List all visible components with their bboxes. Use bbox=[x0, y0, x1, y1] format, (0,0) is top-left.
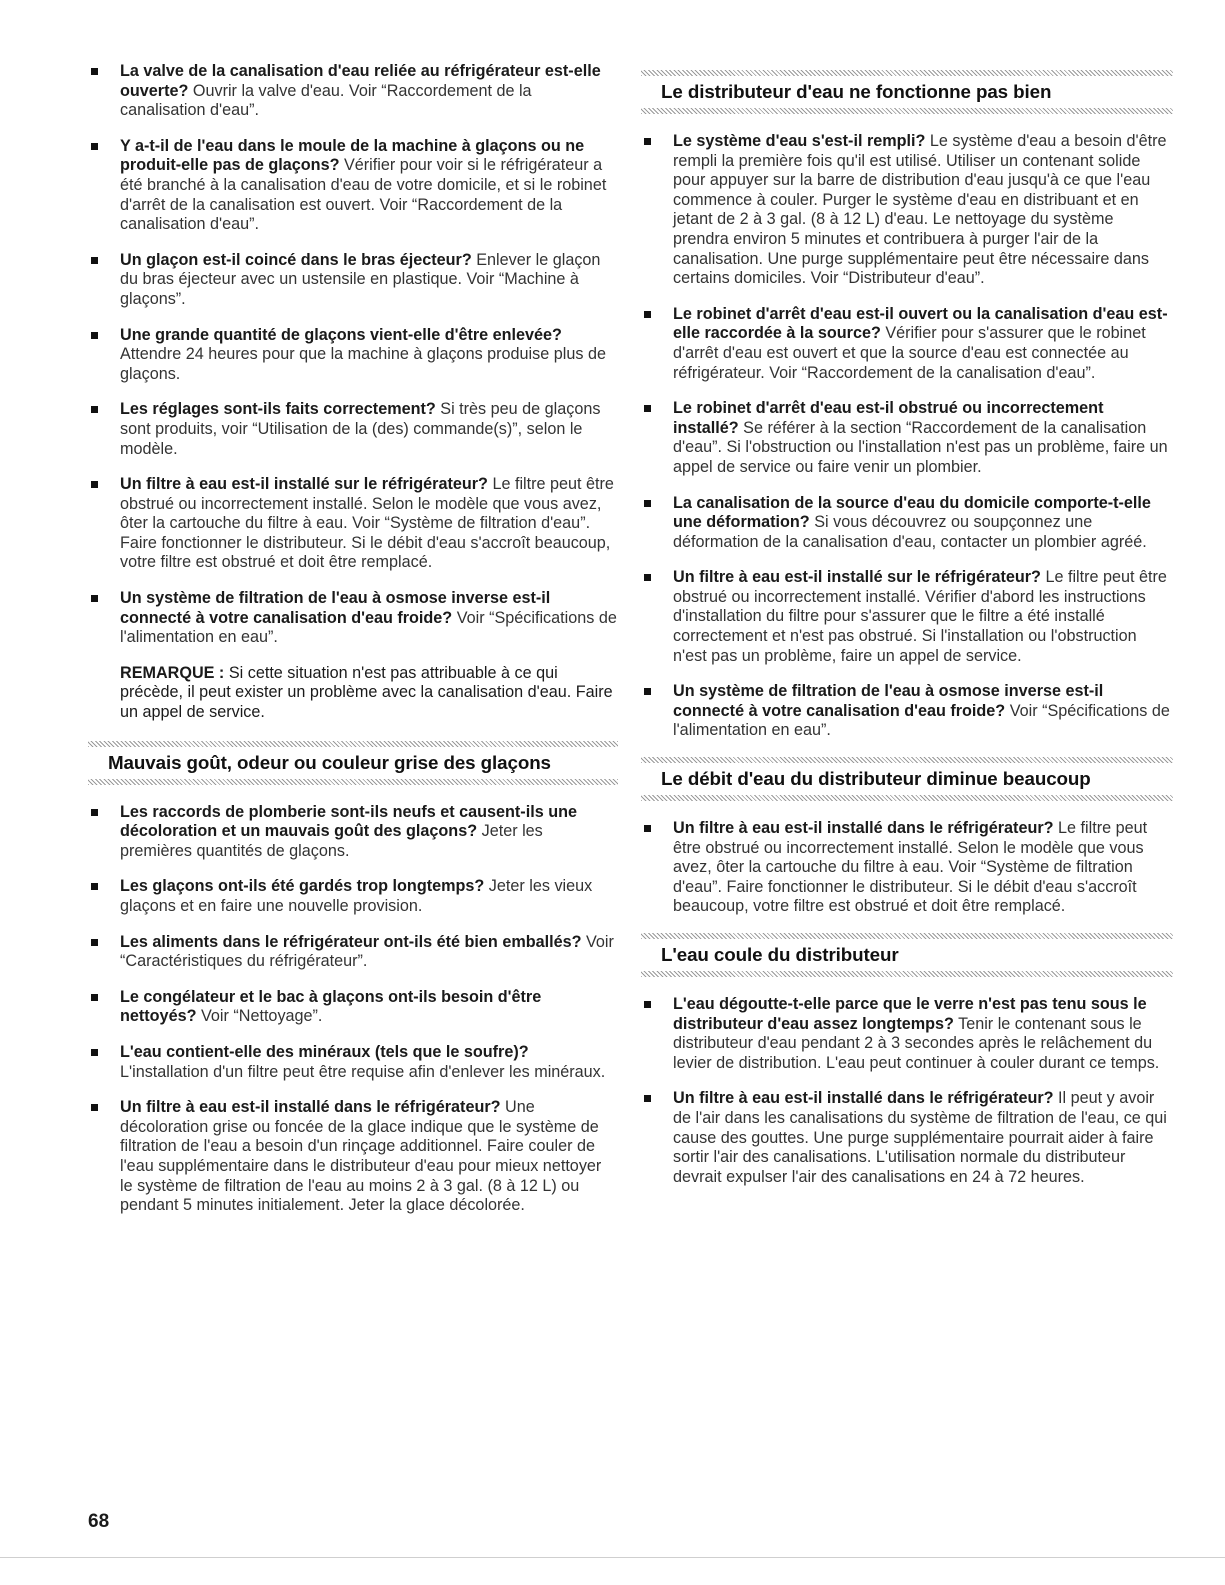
square-bullet-icon bbox=[91, 994, 98, 1001]
item-answer: Vérifier pour s'assurer que le robinet d'arrêt d'eau est ouvert et que la source d'eau est connectée au réfrigérateur. Voir “Raccordement de la canalisation d'eau”. bbox=[673, 324, 1146, 382]
square-bullet-icon bbox=[644, 1001, 651, 1008]
troubleshooting-item bbox=[641, 1089, 1173, 1187]
item-question: Les réglages sont-ils faits correctement? bbox=[120, 400, 436, 419]
left-column bbox=[88, 62, 618, 1232]
item-answer: L'installation d'un filtre peut être requise afin d'enlever les minéraux. bbox=[120, 1062, 606, 1081]
troubleshooting-item bbox=[641, 305, 1173, 383]
troubleshooting-item bbox=[88, 475, 618, 573]
note-text: Si cette situation n'est pas attribuable à ce qui précède, il peut exister un problème avec la canalisation d'eau. Faire un appel de service. bbox=[120, 663, 613, 722]
item-question: Un système de filtration de l'eau à osmose inverse est-il connecté à votre canalisation d'eau froide? bbox=[120, 589, 551, 627]
item-question: L'eau contient-elle des minéraux (tels que le soufre)? bbox=[120, 1042, 529, 1061]
item-answer: Ouvrir la valve d'eau. Voir “Raccordement de la canalisation d'eau”. bbox=[120, 81, 532, 120]
square-bullet-icon bbox=[644, 688, 651, 695]
square-bullet-icon bbox=[91, 481, 98, 488]
stripe-divider bbox=[641, 971, 1173, 977]
square-bullet-icon bbox=[644, 825, 651, 832]
section-title: Le débit d'eau du distributeur diminue beaucoup bbox=[661, 768, 1091, 790]
square-bullet-icon bbox=[644, 311, 651, 318]
item-answer: Le filtre peut être obstrué ou incorrectement installé. Selon le modèle que vous avez, ôter la cartouche du filtre à eau. Voir “Système de filtration d'eau”. Faire fonctionner le distributeur. Si le débit d'eau s'accroît beaucoup, votre filtre est obstrué et doit être remplacé. bbox=[120, 475, 614, 572]
item-answer: Vérifier pour voir si le réfrigérateur a été branché à la canalisation d'eau de votre domicile, et si le robinet d'arrêt de la canalisation est ouvert. Voir “Raccordement de la canalisation d'eau”. bbox=[120, 156, 607, 234]
item-question: L'eau dégoutte-t-elle parce que le verre n'est pas tenu sous le distributeur d'eau assez longtemps? bbox=[673, 995, 1147, 1033]
item-answer: Le filtre peut être obstrué ou incorrectement installé. Selon le modèle que vous avez, ôter la cartouche du filtre à eau. Voir “Système de filtration d'eau”. Faire fonctionner le distributeur. Si le débit d'eau s'accroît beaucoup, votre filtre est obstrué et doit être remplacé. bbox=[673, 819, 1148, 916]
square-bullet-icon bbox=[91, 595, 98, 602]
item-answer: Se référer à la section “Raccordement de la canalisation d'eau”. Si l'obstruction ou l'installation n'est pas un problème, faire un appel de service ou faire venir un plombier. bbox=[673, 418, 1168, 476]
item-answer: Voir “Nettoyage”. bbox=[200, 1007, 323, 1026]
square-bullet-icon bbox=[644, 574, 651, 581]
square-bullet-icon bbox=[91, 143, 98, 150]
section-title: Le distributeur d'eau ne fonctionne pas bien bbox=[661, 81, 1052, 102]
item-question: Un filtre à eau est-il installé dans le réfrigérateur? bbox=[673, 819, 1054, 838]
item-question: Un filtre à eau est-il installé dans le réfrigérateur? bbox=[120, 1098, 501, 1117]
troubleshooting-item bbox=[641, 682, 1173, 741]
troubleshooting-item bbox=[88, 62, 618, 121]
section-header bbox=[88, 741, 618, 785]
troubleshooting-item bbox=[88, 803, 618, 862]
item-answer: Jeter les vieux glaçons et en faire une nouvelle provision. bbox=[120, 877, 593, 915]
item-question: Les glaçons ont-ils été gardés trop longtemps? bbox=[120, 877, 485, 896]
item-question: Les raccords de plomberie sont-ils neufs et causent-ils une décoloration et un mauvais goût des glaçons? bbox=[120, 802, 577, 841]
item-question: Y a-t-il de l'eau dans le moule de la machine à glaçons ou ne produit-elle pas de glaçons? bbox=[120, 136, 585, 175]
bottom-rule bbox=[0, 1557, 1225, 1558]
item-answer: Tenir le contenant sous le distributeur d'eau pendant 2 à 3 secondes après le relâchement du levier de distribution. L'eau peut continuer à couler durant ce temps. bbox=[673, 1014, 1160, 1072]
troubleshooting-item bbox=[88, 988, 618, 1027]
note-label: REMARQUE : bbox=[120, 663, 225, 682]
troubleshooting-item bbox=[88, 877, 618, 916]
troubleshooting-item bbox=[88, 1098, 618, 1216]
troubleshooting-item bbox=[88, 251, 618, 310]
section-title: L'eau coule du distributeur bbox=[661, 944, 899, 965]
troubleshooting-item bbox=[88, 137, 618, 235]
stripe-divider bbox=[641, 108, 1173, 114]
square-bullet-icon bbox=[91, 68, 98, 75]
troubleshooting-item bbox=[641, 568, 1173, 666]
square-bullet-icon bbox=[644, 138, 651, 145]
troubleshooting-item bbox=[88, 589, 618, 648]
item-question: Le robinet d'arrêt d'eau est-il ouvert ou la canalisation d'eau est-elle raccordée à la source? bbox=[673, 304, 1168, 343]
square-bullet-icon bbox=[91, 809, 98, 816]
item-question: Une grande quantité de glaçons vient-elle d'être enlevée? bbox=[120, 325, 562, 344]
square-bullet-icon bbox=[91, 883, 98, 890]
square-bullet-icon bbox=[644, 405, 651, 412]
left-top-items bbox=[88, 62, 618, 648]
troubleshooting-item bbox=[88, 400, 618, 459]
item-question: Un filtre à eau est-il installé sur le réfrigérateur? bbox=[120, 475, 488, 494]
troubleshooting-item bbox=[641, 995, 1173, 1073]
square-bullet-icon bbox=[91, 406, 98, 413]
note bbox=[88, 664, 618, 723]
troubleshooting-item bbox=[88, 933, 618, 972]
left-bottom-items bbox=[88, 803, 618, 1216]
item-question: Le système d'eau s'est-il rempli? bbox=[673, 132, 926, 150]
right-column bbox=[641, 62, 1173, 1203]
troubleshooting-item bbox=[641, 132, 1173, 289]
item-answer: Voir “Caractéristiques du réfrigérateur”. bbox=[120, 932, 614, 971]
square-bullet-icon bbox=[91, 1049, 98, 1056]
section-header bbox=[641, 70, 1173, 114]
stripe-divider bbox=[88, 779, 618, 785]
item-answer: Le système d'eau a besoin d'être rempli la première fois qu'il est utilisé. Utiliser un contenant solide pour appuyer sur la barre de distribution d'eau jusqu'à ce que l'eau commence à couler. Purger le système d'eau en distribuant et en jetant de 2 à 3 gal. (8 à 12 L) d'eau. Le nettoyage du système prendra environ 5 minutes et contribuera à purger l'air de la canalisation. Une purge supplémentaire peut être nécessaire dans certains domiciles. Voir “Distributeur d'eau”. bbox=[673, 132, 1167, 288]
section-title: Mauvais goût, odeur ou couleur grise des glaçons bbox=[108, 751, 551, 773]
item-answer: Si vous découvrez ou soupçonnez une déformation de la canalisation d'eau, contacter un plombier agréé. bbox=[673, 513, 1147, 551]
item-question: Le congélateur et le bac à glaçons ont-ils besoin d'être nettoyés? bbox=[120, 987, 542, 1026]
item-question: Un filtre à eau est-il installé sur le réfrigérateur? bbox=[673, 568, 1041, 587]
square-bullet-icon bbox=[91, 332, 98, 339]
item-question: Un système de filtration de l'eau à osmose inverse est-il connecté à votre canalisation d'eau froide? bbox=[673, 682, 1104, 720]
troubleshooting-item bbox=[88, 1043, 618, 1082]
stripe-divider bbox=[641, 795, 1173, 801]
item-answer: Attendre 24 heures pour que la machine à glaçons produise plus de glaçons. bbox=[120, 345, 606, 383]
item-question: Un glaçon est-il coincé dans le bras éjecteur? bbox=[120, 250, 472, 269]
square-bullet-icon bbox=[91, 1104, 98, 1111]
section-header bbox=[641, 757, 1173, 801]
item-question: Le robinet d'arrêt d'eau est-il obstrué ou incorrectement installé? bbox=[673, 399, 1104, 437]
troubleshooting-item bbox=[88, 326, 618, 385]
item-question: Un filtre à eau est-il installé dans le réfrigérateur? bbox=[673, 1089, 1054, 1108]
item-answer: Voir “Spécifications de l'alimentation en eau”. bbox=[673, 701, 1170, 740]
item-answer: Jeter les premières quantités de glaçons. bbox=[120, 822, 543, 860]
square-bullet-icon bbox=[91, 939, 98, 946]
item-answer: Une décoloration grise ou foncée de la glace indique que le système de filtration de l'eau a besoin d'un rinçage additionnel. Faire couler de l'eau supplémentaire dans le distributeur d'eau pour mieux nettoyer le système de filtration de l'eau au moins 2 à 3 gal. (8 à 12 L) ou pendant 5 minutes initialement. Jeter la glace décolorée. bbox=[120, 1098, 602, 1215]
item-answer: Le filtre peut être obstrué ou incorrectement installé. Vérifier d'abord les instructions d'installation du filtre pour s'assurer que le filtre a été installé correctement et n'est pas obstrué. Si l'installation ou l'obstruction n'est pas un problème, faire un appel de service. bbox=[673, 568, 1167, 665]
item-answer: Enlever le glaçon du bras éjecteur avec un ustensile en plastique. Voir “Machine à glaçons”. bbox=[120, 250, 601, 308]
square-bullet-icon bbox=[91, 257, 98, 264]
item-question: La valve de la canalisation d'eau reliée au réfrigérateur est-elle ouverte? bbox=[120, 62, 601, 100]
troubleshooting-item bbox=[641, 819, 1173, 917]
troubleshooting-item bbox=[641, 399, 1173, 477]
item-question: Les aliments dans le réfrigérateur ont-ils été bien emballés? bbox=[120, 932, 582, 951]
item-answer: Voir “Spécifications de l'alimentation en eau”. bbox=[120, 608, 617, 647]
section-header bbox=[641, 933, 1173, 977]
page-number: 68 bbox=[88, 1511, 110, 1532]
item-question: La canalisation de la source d'eau du domicile comporte-t-elle une déformation? bbox=[673, 493, 1151, 532]
troubleshooting-item bbox=[641, 494, 1173, 553]
item-answer: Si très peu de glaçons sont produits, voir “Utilisation de la (des) commande(s)”, selon le modèle. bbox=[120, 400, 601, 458]
item-answer: Il peut y avoir de l'air dans les canalisations du système de filtration de l'eau, ce qui cause des gouttes. Une purge supplémentaire pourrait aider à faire sortir l'air des canalisations. L'utilisation normale du distributeur devrait expulser l'air des canalisations en 24 à 72 heures. bbox=[673, 1089, 1167, 1186]
square-bullet-icon bbox=[644, 1095, 651, 1102]
square-bullet-icon bbox=[644, 500, 651, 507]
